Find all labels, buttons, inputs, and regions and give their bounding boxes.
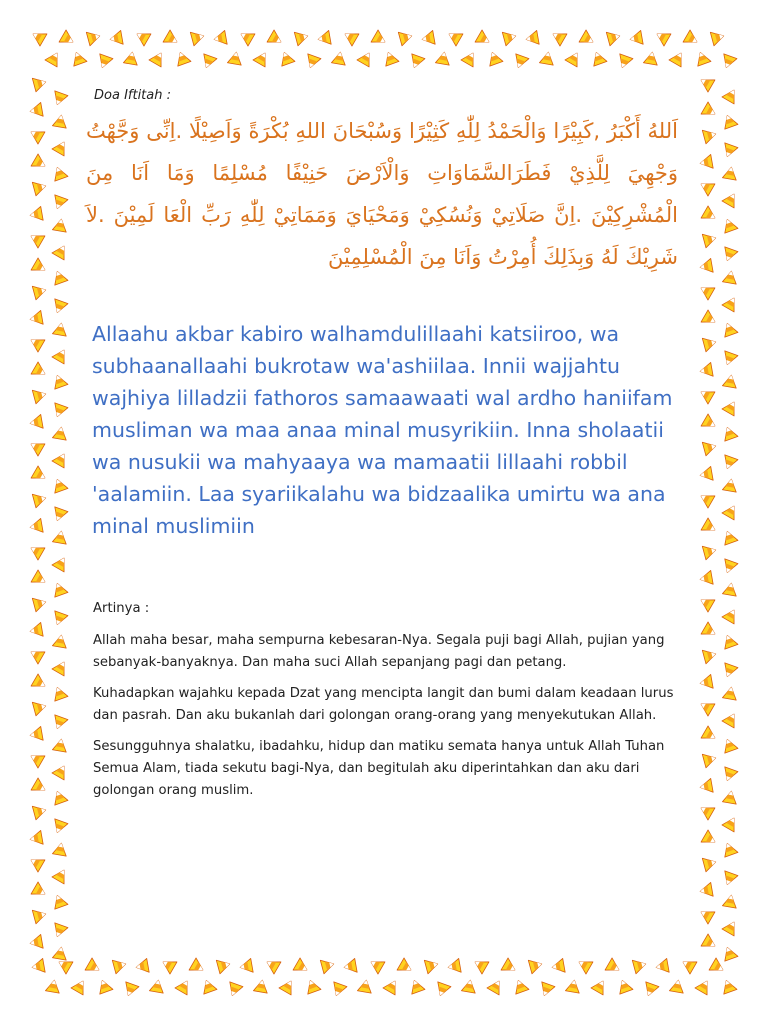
candy-corn-icon	[32, 699, 47, 716]
candy-corn-icon	[31, 958, 45, 974]
candy-corn-icon	[342, 28, 359, 46]
candy-corn-icon	[629, 30, 643, 46]
candy-corn-icon	[32, 491, 47, 508]
candy-corn-icon	[699, 362, 713, 378]
candy-corn-icon	[28, 750, 45, 768]
candy-corn-icon	[28, 230, 45, 248]
candy-corn-icon	[51, 91, 68, 107]
candy-corn-icon	[721, 871, 738, 887]
candy-corn-icon	[702, 543, 717, 560]
candy-corn-icon	[720, 978, 737, 994]
candy-corn-icon	[475, 30, 492, 48]
candy-corn-icon	[702, 335, 717, 352]
candy-corn-icon	[721, 663, 738, 679]
candy-corn-icon	[699, 154, 713, 170]
candy-corn-icon	[446, 28, 463, 46]
candy-corn-icon	[616, 54, 633, 70]
candy-corn-icon	[699, 882, 713, 898]
candy-corn-icon	[200, 978, 217, 994]
candy-corn-icon	[722, 166, 738, 180]
candy-corn-icon	[175, 978, 193, 995]
candy-corn-icon	[52, 530, 68, 544]
candy-corn-icon	[30, 28, 47, 46]
candy-corn-icon	[32, 907, 47, 924]
candy-corn-icon	[320, 957, 335, 974]
candy-corn-icon	[216, 957, 231, 974]
candy-corn-icon	[123, 51, 139, 65]
candy-corn-icon	[528, 957, 543, 974]
candy-corn-icon	[722, 295, 740, 312]
candy-corn-icon	[698, 386, 715, 404]
candy-corn-icon	[52, 659, 70, 676]
candy-corn-icon	[174, 50, 191, 66]
candy-corn-icon	[722, 503, 740, 520]
candy-corn-icon	[721, 633, 738, 649]
candy-corn-icon	[31, 466, 48, 484]
candy-corn-icon	[52, 946, 68, 960]
candy-corn-icon	[267, 30, 284, 48]
candy-corn-icon	[29, 206, 43, 222]
meaning-section	[93, 598, 683, 811]
candy-corn-icon	[163, 30, 180, 48]
candy-corn-icon	[565, 979, 581, 993]
candy-corn-icon	[654, 28, 671, 46]
candy-corn-icon	[721, 767, 738, 783]
candy-corn-icon	[512, 54, 529, 70]
candy-corn-icon	[239, 958, 253, 974]
candy-corn-icon	[28, 542, 45, 560]
candy-corn-icon	[52, 322, 68, 336]
candy-corn-icon	[683, 30, 700, 48]
candy-corn-icon	[51, 923, 68, 939]
candy-corn-icon	[70, 50, 87, 66]
candy-corn-icon	[698, 178, 715, 196]
candy-corn-icon	[722, 582, 738, 596]
candy-corn-icon	[278, 50, 295, 66]
candy-corn-icon	[699, 466, 713, 482]
candy-corn-icon	[702, 231, 717, 248]
transliteration-text: Allaahu akbar kabiro walhamdulillaahi katsiiroo, wa subhaanallaahi bukrotaw wa'ashiilaa. Innii wajjahtu wajhiya lilladzii fathoros samaawaati wal ardho haniifam musliman wa maa anaa minal musyrikiin. Inna sholaatii wa nusukii wa mahyaaya wa mamaatii lillaahi robbil 'aalamiin. Laa syariikalahu wa bidzaalika umirtu wa ana minal muslimiin	[92, 322, 673, 538]
candy-corn-icon	[32, 595, 47, 612]
candy-corn-icon	[702, 751, 717, 768]
candy-corn-icon	[551, 958, 565, 974]
candy-corn-icon	[721, 321, 738, 337]
candy-corn-icon	[722, 711, 740, 728]
candy-corn-icon	[698, 698, 715, 716]
candy-corn-icon	[96, 54, 113, 70]
candy-corn-icon	[486, 50, 503, 66]
candy-corn-icon	[304, 54, 321, 70]
candy-corn-icon	[397, 958, 414, 976]
candy-corn-icon	[45, 50, 63, 67]
candy-corn-icon	[86, 29, 101, 46]
candy-corn-icon	[189, 958, 206, 976]
candy-corn-icon	[343, 958, 357, 974]
candy-corn-icon	[487, 978, 505, 995]
candy-corn-icon	[669, 50, 687, 67]
candy-corn-icon	[51, 789, 68, 805]
candy-corn-icon	[694, 50, 711, 66]
candy-corn-icon	[52, 139, 70, 156]
arabic-text: اَللهُ أَكْبَرُ ,كَبِيْرًا وَالْحَمْدُ لِلّٰهِ كَثِيْرًا وَسُبْحَانَ اللهِ بُكْرَةً وَاَصِيْلًا .اِنِّى وَجَّهْتُ وَجْهِيَ لِلَّذِيْ فَطَرَالسَّمَاوَاتِ وَالْاَرْضَ حَنِيْفًا مُسْلِمًا وَمَا اَنَا مِنَ الْمُشْرِكِيْنَ .اِنَّ صَلَاتِيْ وَنُسُكِيْ وَمَحْيَايَ وَمَمَاتِيْ لِلّٰهِ رَبِّ الْعَا لَمِيْنَ .لاَ شَرِيْكَ لَهُ وَبِذَلِكَ أُمِرْتُ وَاَنَا مِنَ الْمُسْلِمِيْنَ	[86, 119, 678, 269]
candy-corn-icon	[227, 51, 243, 65]
candy-corn-icon	[642, 982, 659, 998]
candy-corn-icon	[721, 945, 738, 961]
candy-corn-icon	[29, 518, 43, 534]
candy-corn-icon	[702, 647, 717, 664]
candy-corn-icon	[253, 979, 269, 993]
candy-corn-icon	[51, 165, 68, 181]
candy-corn-icon	[721, 529, 738, 545]
candy-corn-icon	[31, 570, 48, 588]
candy-corn-icon	[29, 414, 43, 430]
candy-corn-icon	[51, 819, 68, 835]
candy-corn-icon	[722, 478, 738, 492]
candy-corn-icon	[655, 958, 669, 974]
candy-corn-icon	[698, 490, 715, 508]
candy-corn-icon	[643, 51, 659, 65]
candy-corn-icon	[149, 50, 167, 67]
prayer-title: Doa Iftitah :	[94, 88, 171, 103]
candy-corn-icon	[200, 54, 217, 70]
candy-corn-icon	[721, 841, 738, 857]
candy-corn-icon	[616, 978, 633, 994]
candy-corn-icon	[701, 622, 718, 640]
candy-corn-icon	[579, 30, 596, 48]
candy-corn-icon	[695, 978, 713, 995]
candy-corn-icon	[701, 206, 718, 224]
candy-corn-icon	[31, 674, 48, 692]
candy-corn-icon	[525, 30, 539, 46]
candy-corn-icon	[52, 218, 68, 232]
candy-corn-icon	[31, 258, 48, 276]
candy-corn-icon	[722, 374, 738, 388]
candy-corn-icon	[699, 570, 713, 586]
candy-corn-icon	[502, 29, 517, 46]
candy-corn-icon	[461, 979, 477, 993]
candy-corn-icon	[398, 29, 413, 46]
candy-corn-icon	[421, 30, 435, 46]
candy-corn-icon	[357, 979, 373, 993]
candy-corn-icon	[722, 607, 740, 624]
candy-corn-icon	[52, 426, 68, 440]
candy-corn-icon	[383, 978, 401, 995]
candy-corn-icon	[52, 347, 70, 364]
candy-corn-icon	[357, 50, 375, 67]
candy-corn-icon	[149, 979, 165, 993]
candy-corn-icon	[699, 258, 713, 274]
candy-corn-icon	[330, 982, 347, 998]
candy-corn-icon	[722, 894, 738, 908]
candy-corn-icon	[435, 51, 451, 65]
candy-corn-icon	[29, 934, 43, 950]
candy-corn-icon	[52, 738, 68, 752]
candy-corn-icon	[721, 143, 738, 159]
candy-corn-icon	[721, 351, 738, 367]
candy-corn-icon	[45, 979, 61, 993]
candy-corn-icon	[722, 399, 740, 416]
candy-corn-icon	[134, 28, 151, 46]
candy-corn-icon	[512, 978, 529, 994]
candy-corn-icon	[28, 334, 45, 352]
candy-corn-icon	[28, 854, 45, 872]
candy-corn-icon	[472, 956, 489, 974]
candy-corn-icon	[112, 957, 127, 974]
candy-corn-icon	[32, 387, 47, 404]
candy-corn-icon	[721, 559, 738, 575]
candy-corn-icon	[109, 30, 123, 46]
candy-corn-icon	[722, 191, 740, 208]
meaning-paragraph: Kuhadapkan wajahku kepada Dzat yang mencipta langit dan bumi dalam keadaan lurus dan pasrah. Dan aku bukanlah dari golongan orang-orang yang menyekutukan Allah.	[93, 686, 674, 723]
candy-corn-icon	[85, 958, 102, 976]
candy-corn-icon	[52, 842, 68, 856]
candy-corn-icon	[702, 439, 717, 456]
candy-corn-icon	[591, 978, 609, 995]
candy-corn-icon	[51, 373, 68, 389]
candy-corn-icon	[294, 29, 309, 46]
candy-corn-icon	[51, 477, 68, 493]
candy-corn-icon	[721, 113, 738, 129]
candy-corn-icon	[317, 30, 331, 46]
candy-corn-icon	[447, 958, 461, 974]
candy-corn-icon	[680, 956, 697, 974]
candy-corn-icon	[701, 414, 718, 432]
candy-corn-icon	[698, 74, 715, 92]
candy-corn-icon	[52, 634, 68, 648]
candy-corn-icon	[698, 802, 715, 820]
candy-corn-icon	[96, 978, 113, 994]
candy-corn-icon	[701, 830, 718, 848]
candy-corn-icon	[408, 54, 425, 70]
meaning-paragraph: Sesungguhnya shalatku, ibadahku, hidup dan matiku semata hanya untuk Allah Tuhan Semua Alam, tiada sekutu bagi-Nya, dan begitulah aku diperintahkan dan aku dari golongan orang muslim.	[93, 739, 665, 798]
candy-corn-icon	[32, 283, 47, 300]
candy-corn-icon	[698, 282, 715, 300]
meaning-paragraph: Allah maha besar, maha sempurna kebesaran-Nya. Segala puji bagi Allah, pujian yang sebanyak-banyaknya. Dan maha suci Allah sepanjang pagi dan petang.	[93, 633, 665, 670]
candy-corn-icon	[213, 30, 227, 46]
candy-corn-icon	[51, 581, 68, 597]
meaning-label: Artinya :	[93, 601, 150, 616]
candy-corn-icon	[539, 51, 555, 65]
candy-corn-icon	[331, 51, 347, 65]
candy-corn-icon	[304, 978, 321, 994]
candy-corn-icon	[29, 622, 43, 638]
candy-corn-icon	[264, 956, 281, 974]
candy-corn-icon	[29, 726, 43, 742]
candy-corn-icon	[51, 403, 68, 419]
candy-corn-icon	[550, 28, 567, 46]
candy-corn-icon	[52, 555, 70, 572]
candy-corn-icon	[59, 30, 76, 48]
candy-corn-icon	[29, 830, 43, 846]
candy-corn-icon	[51, 715, 68, 731]
candy-corn-icon	[565, 50, 583, 67]
candy-corn-icon	[721, 737, 738, 753]
candy-corn-icon	[702, 855, 717, 872]
candy-corn-icon	[52, 114, 68, 128]
candy-corn-icon	[51, 893, 68, 909]
candy-corn-icon	[28, 646, 45, 664]
candy-corn-icon	[368, 956, 385, 974]
candy-corn-icon	[722, 87, 740, 104]
candy-corn-icon	[709, 958, 726, 976]
candy-corn-icon	[135, 958, 149, 974]
candy-corn-icon	[722, 815, 740, 832]
candy-corn-icon	[701, 102, 718, 120]
candy-corn-icon	[722, 790, 738, 804]
candy-corn-icon	[28, 126, 45, 144]
candy-corn-icon	[698, 906, 715, 924]
candy-corn-icon	[32, 803, 47, 820]
candy-corn-icon	[160, 956, 177, 974]
candy-corn-icon	[699, 778, 713, 794]
candy-corn-icon	[31, 362, 48, 380]
candy-corn-icon	[52, 243, 70, 260]
candy-corn-icon	[51, 195, 68, 211]
candy-corn-icon	[51, 269, 68, 285]
candy-corn-icon	[710, 29, 725, 46]
candy-corn-icon	[279, 978, 297, 995]
candy-corn-icon	[721, 217, 738, 233]
candy-corn-icon	[424, 957, 439, 974]
candy-corn-icon	[501, 958, 518, 976]
candy-corn-icon	[434, 982, 451, 998]
candy-corn-icon	[28, 438, 45, 456]
candy-corn-icon	[722, 919, 740, 936]
candy-corn-icon	[52, 451, 70, 468]
candy-corn-icon	[31, 882, 48, 900]
candy-corn-icon	[31, 154, 48, 172]
candy-corn-icon	[382, 50, 399, 66]
candy-corn-icon	[190, 29, 205, 46]
candy-corn-icon	[293, 958, 310, 976]
candy-corn-icon	[699, 674, 713, 690]
candy-corn-icon	[226, 982, 243, 998]
candy-corn-icon	[669, 979, 685, 993]
candy-corn-icon	[721, 247, 738, 263]
candy-corn-icon	[701, 310, 718, 328]
candy-corn-icon	[721, 425, 738, 441]
candy-corn-icon	[32, 75, 47, 92]
candy-corn-icon	[51, 611, 68, 627]
candy-corn-icon	[576, 956, 593, 974]
candy-corn-icon	[538, 982, 555, 998]
candy-corn-icon	[461, 50, 479, 67]
candy-corn-icon	[632, 957, 647, 974]
candy-corn-icon	[51, 685, 68, 701]
candy-corn-icon	[29, 310, 43, 326]
candy-corn-icon	[52, 763, 70, 780]
candy-corn-icon	[51, 299, 68, 315]
candy-corn-icon	[52, 867, 70, 884]
candy-corn-icon	[701, 726, 718, 744]
candy-corn-icon	[722, 270, 738, 284]
candy-corn-icon	[701, 934, 718, 952]
candy-corn-icon	[701, 518, 718, 536]
candy-corn-icon	[253, 50, 271, 67]
candy-corn-icon	[31, 778, 48, 796]
candy-corn-icon	[238, 28, 255, 46]
candy-corn-icon	[371, 30, 388, 48]
candy-corn-icon	[606, 29, 621, 46]
candy-corn-icon	[32, 179, 47, 196]
candy-corn-icon	[605, 958, 622, 976]
candy-corn-icon	[721, 455, 738, 471]
candy-corn-icon	[698, 594, 715, 612]
candy-corn-icon	[590, 50, 607, 66]
candy-corn-icon	[51, 507, 68, 523]
candy-corn-icon	[71, 978, 89, 995]
candy-corn-icon	[720, 54, 737, 70]
candy-corn-icon	[722, 686, 738, 700]
candy-corn-icon	[408, 978, 425, 994]
candy-corn-icon	[702, 127, 717, 144]
candy-corn-icon	[122, 982, 139, 998]
candy-corn-icon	[29, 102, 43, 118]
